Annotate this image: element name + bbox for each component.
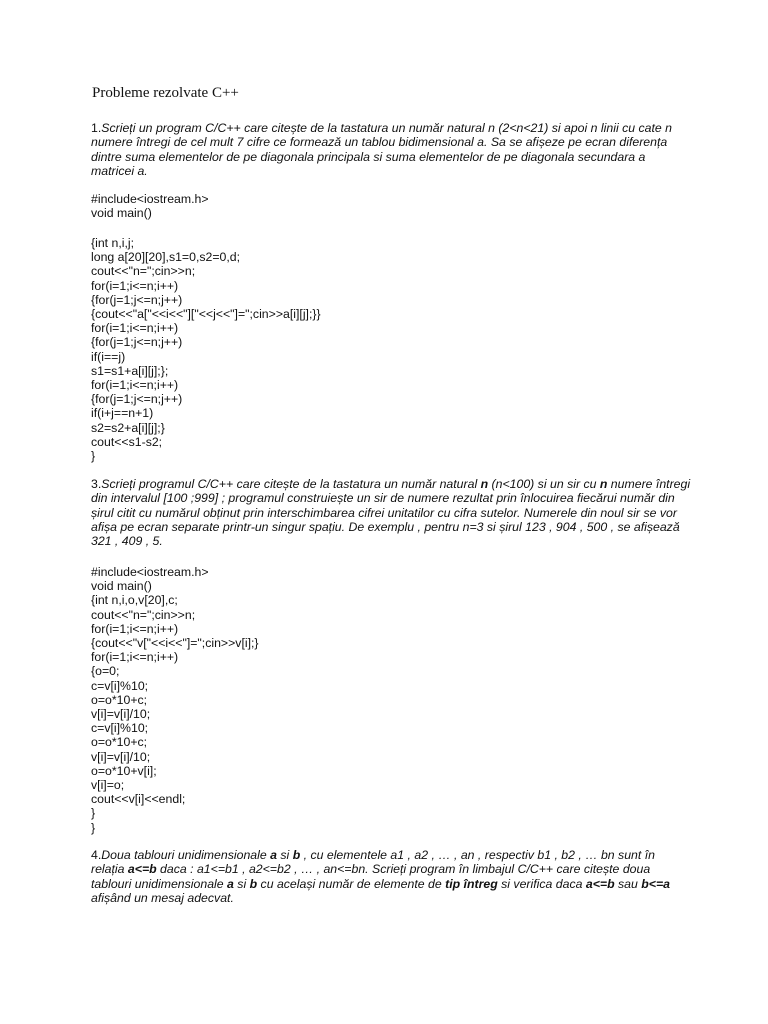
problem-1-code-header: #include<iostream.h> void main() [91, 192, 209, 221]
problem-4-text-7: si verifica daca [497, 876, 586, 891]
document-title: Probleme rezolvate C++ [92, 85, 239, 101]
problem-4-text-1: Doua tablouri unidimensionale [101, 848, 271, 862]
problem-3-text-3: numere întregi din intervalul [100 ;999] ; programul construiește un sir de numere rezultat prin înlocuirea fiecărui număr din șirul citit cu numărul obținut prin interschimbarea cifrei unitatilor cu cifra sutelor. Numerele din noul sir se vor afișa pe ecran separate printr-un singur spațiu. De exemplu , pentru n=3 si șirul 123 , 904 , 500 , se afișează 321 , 409 , 5. [91, 477, 691, 549]
problem-1-number: 1. [91, 121, 102, 135]
problem-1-code-body: {int n,i,j; long a[20][20],s1=0,s2=0,d; cout<<"n=";cin>>n; for(i=1;i<=n;i++) {for(j=1;j<=n;j++) {cout<<"a["<<i<<"]["<<j<<"]=";cin>>a[i][j];}} for(i=1;i<=n;i++) {for(j=1;j<=n;j++) if(i==j) s1=s1+a[i][j];}; for(i=1;i<=n;i++) {for(j=1;j<=n;j++) if(i+j==n+1) s2=s2+a[i][j];} cout<<s1-s2; } [91, 236, 321, 464]
problem-4-bold-a-2: a [227, 876, 234, 891]
problem-4-text-5: si [233, 876, 250, 891]
problem-4-bold-relation-2: a<=b [585, 876, 615, 891]
problem-4-statement [91, 848, 691, 905]
problem-4-bold-relation-1: a<=b [127, 862, 157, 877]
problem-4-text-8: sau [614, 876, 642, 891]
problem-1-text: Scrieți un program C/C++ care citește de la tastatura un număr natural n (2<n<21) si apoi n linii cu cate n numere întregi de cel mult 7 cifre ce formează un tablou bidimensional a. Sa se afișeze pe ecran diferența dintre suma elementelor de pe diagonala principala si suma elementelor de pe diagonala secundara a matricei a. [91, 121, 673, 178]
problem-1-statement [91, 121, 691, 178]
problem-4-text-4: daca : a1<=b1 , a2<=b2 , … , an<=bn. Scrieți program în limbajul C/C++ care citește doua tablouri unidimensionale [91, 862, 651, 891]
problem-4-bold-relation-3: b<=a [641, 876, 670, 891]
problem-4-bold-a-1: a [270, 848, 277, 862]
problem-4-text-3: , cu elementele a1 , a2 , … , an , respectiv b1 , b2 , … bn sunt în relația [91, 848, 655, 877]
problem-3-text-2: (n<100) si un sir cu [488, 477, 600, 491]
problem-3-statement [91, 477, 691, 548]
problem-4-bold-b-2: b [249, 876, 258, 891]
problem-3-code: #include<iostream.h> void main() {int n,i,o,v[20],c; cout<<"n=";cin>>n; for(i=1;i<=n;i++) {cout<<"v["<<i<<"]=";cin>>v[i];} for(i=1;i<=n;i++) {o=0; c=v[i]%10; o=o*10+c; v[i]=v[i]/10; c=v[i]%10; o=o*10+c; v[i]=v[i]/10; o=o*10+v[i]; v[i]=o; cout<<v[i]<<endl; } } [91, 565, 259, 835]
problem-4-text-6: cu același număr de elemente de [257, 876, 446, 891]
problem-3-number: 3. [91, 477, 102, 491]
problem-3-bold-n-2: n [599, 477, 608, 491]
problem-4-bold-type: tip întreg [445, 876, 498, 891]
problem-4-bold-b-1: b [292, 848, 301, 862]
problem-4-text-9: afișând un mesaj adecvat. [91, 890, 234, 905]
problem-3-bold-n-1: n [480, 477, 489, 491]
problem-3-text-1: Scrieți programul C/C++ care citește de la tastatura un număr natural [101, 477, 481, 491]
problem-4-number: 4. [91, 848, 102, 862]
problem-4-text-2: si [276, 848, 293, 862]
